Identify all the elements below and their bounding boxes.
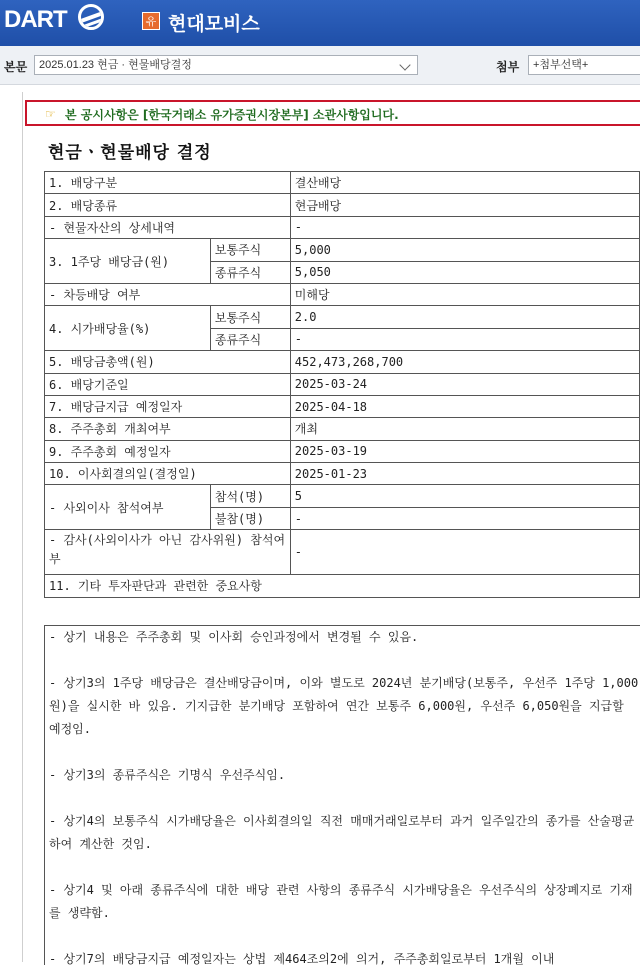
row-value: 결산배당: [290, 172, 639, 194]
row-sublabel: 종류주식: [210, 328, 290, 350]
table-row: [45, 216, 640, 238]
body-select[interactable]: [34, 55, 418, 75]
table-row: [45, 239, 640, 261]
table-row: [45, 530, 640, 575]
table-row: [45, 463, 640, 485]
attach-select[interactable]: [528, 55, 640, 75]
row-sublabel: 불참(명): [210, 507, 290, 529]
table-row: [45, 172, 640, 194]
notice-box: [25, 100, 640, 126]
row-label: 7. 배당금지급 예정일자: [45, 395, 291, 417]
note-item: - 상기4 및 아래 종류주식에 대한 배당 관련 사항의 종류주식 시가배당율은 우선주식의 상장폐지로 기재를 생략함.: [49, 883, 633, 920]
table-row: [45, 418, 640, 440]
row-label: 4. 시가배당율(%): [45, 306, 211, 351]
row-value: 2025-03-19: [290, 440, 639, 462]
row-value: 2025-01-23: [290, 463, 639, 485]
hand-pointer-icon: ☞: [45, 107, 56, 121]
row-label: 10. 이사회결의일(결정일): [45, 463, 291, 485]
row-value: -: [290, 328, 639, 350]
disclosure-table: [44, 171, 640, 598]
row-value: 5,050: [290, 261, 639, 283]
row-value: 2025-03-24: [290, 373, 639, 395]
table-row: [45, 373, 640, 395]
table-row: [45, 351, 640, 373]
top-header: [0, 0, 640, 46]
row-label: 6. 배당기준일: [45, 373, 291, 395]
corp-type-badge: 유: [142, 12, 160, 30]
table-row: [45, 395, 640, 417]
dart-globe-icon: [78, 4, 104, 30]
table-row: [45, 575, 640, 597]
chevron-down-icon: [399, 59, 410, 70]
row-sublabel: 참석(명): [210, 485, 290, 507]
row-label: - 현물자산의 상세내역: [45, 216, 291, 238]
body-select-value: 2025.01.23 현금 · 현물배당결정: [39, 59, 192, 71]
row-label: - 사외이사 참석여부: [45, 485, 211, 530]
notes-section: [44, 625, 640, 965]
row-value: 현금배당: [290, 194, 639, 216]
row-value: -: [290, 216, 639, 238]
row-sublabel: 보통주식: [210, 239, 290, 261]
row-label: 3. 1주당 배당금(원): [45, 239, 211, 284]
row-value: 미해당: [290, 283, 639, 305]
row-label: 8. 주주총회 개최여부: [45, 418, 291, 440]
note-item: - 상기3의 1주당 배당금은 결산배당금이며, 이와 별도로 2024년 분기배당(보통주, 우선주 1주당 1,000원)을 실시한 바 있음. 기지급한 분기배당 포함하여 연간 보통주 6,000원, 우선주 6,050원을 지급할 예정임.: [49, 676, 639, 736]
table-row: [45, 283, 640, 305]
row-label: 5. 배당금총액(원): [45, 351, 291, 373]
row-value: 2025-04-18: [290, 395, 639, 417]
page-title: 현금ㆍ현물배당 결정: [48, 143, 212, 163]
table-row: [45, 194, 640, 216]
row-value: -: [290, 530, 639, 575]
row-value: -: [290, 507, 639, 529]
document-selector-bar: [0, 46, 640, 85]
body-label: 본문: [4, 60, 28, 74]
notice-text: 본 공시사항은 [한국거래소 유가증권시장본부] 소관사항입니다.: [65, 108, 399, 122]
row-sublabel: 보통주식: [210, 306, 290, 328]
note-item: - 상기7의 배당금지급 예정일자는 상법 제464조의2에 의거, 주주총회일로부터 1개월 이내: [49, 952, 555, 965]
row-label: - 감사(사외이사가 아닌 감사위원) 참석여부: [45, 530, 291, 575]
row-value: 5,000: [290, 239, 639, 261]
row-value: 452,473,268,700: [290, 351, 639, 373]
note-item: - 상기 내용은 주주총회 및 이사회 승인과정에서 변경될 수 있음.: [49, 630, 419, 644]
row-label: 9. 주주총회 예정일자: [45, 440, 291, 462]
row-label: 1. 배당구분: [45, 172, 291, 194]
table-row: [45, 485, 640, 507]
row-label: - 차등배당 여부: [45, 283, 291, 305]
attach-label: 첨부: [496, 60, 520, 74]
table-row: [45, 440, 640, 462]
note-item: - 상기4의 보통주식 시가배당율은 이사회결의일 직전 매매거래일로부터 과거 일주일간의 종가를 산술평균하여 계산한 것임.: [49, 814, 635, 851]
row-sublabel: 종류주식: [210, 261, 290, 283]
row-value: 2.0: [290, 306, 639, 328]
row-value: 5: [290, 485, 639, 507]
table-row: [45, 306, 640, 328]
dart-logo[interactable]: DART: [4, 6, 67, 33]
note-item: - 상기3의 종류주식은 기명식 우선주식임.: [49, 768, 286, 782]
attach-select-value: +첨부선택+: [533, 59, 589, 71]
row-label: 11. 기타 투자판단과 관련한 중요사항: [45, 575, 640, 597]
row-label: 2. 배당종류: [45, 194, 291, 216]
company-name: 현대모비스: [168, 13, 260, 35]
row-value: 개최: [290, 418, 639, 440]
